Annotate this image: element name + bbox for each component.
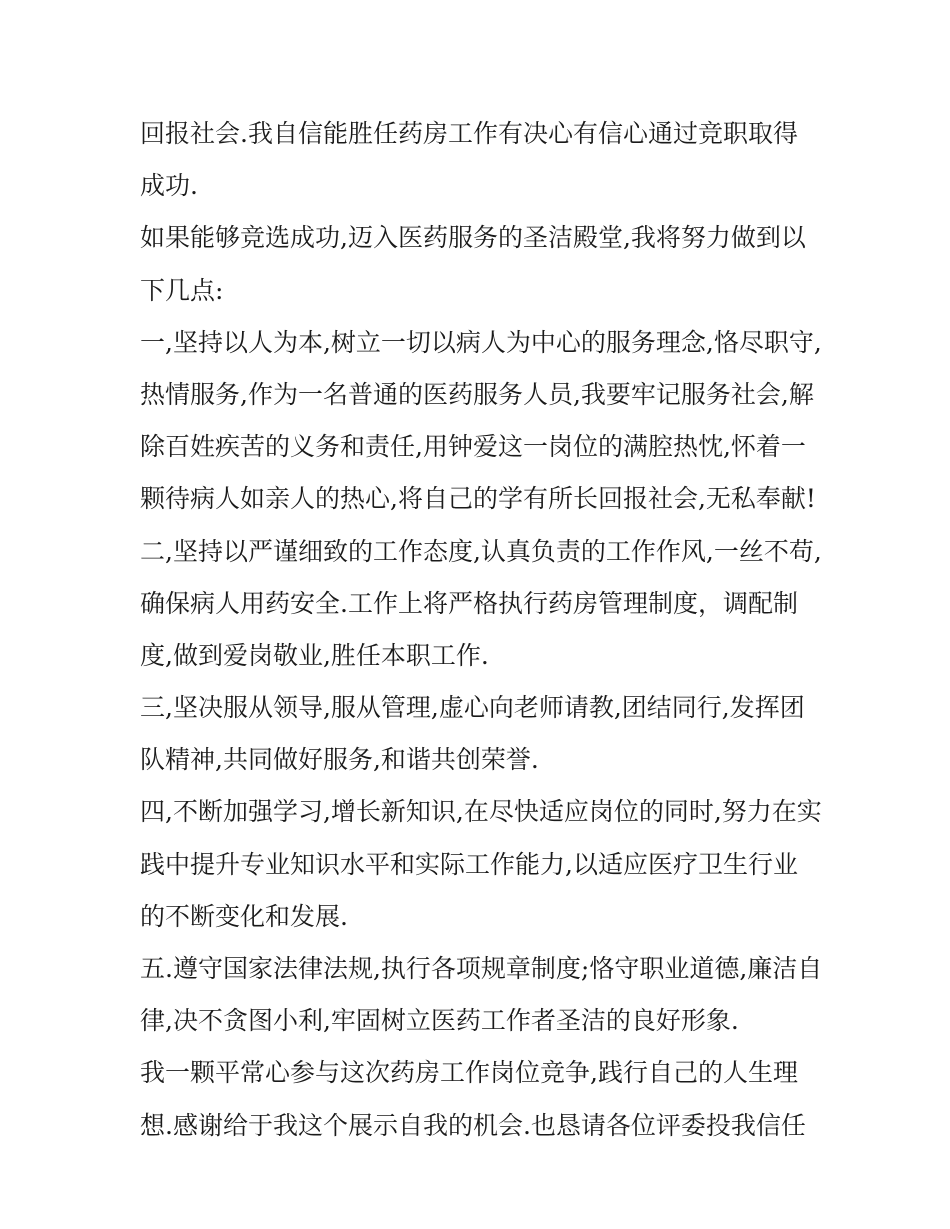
text-line: 热情服务,作为一名普通的医药服务人员,我要牢记服务社会,解	[140, 379, 814, 409]
text-line: 三,坚决服从领导,服从管理,虚心向老师请教,团结同行,发挥团	[140, 693, 805, 723]
text-line: 除百姓疾苦的义务和责任,用钟爱这一岗位的满腔热忱,怀着一	[140, 432, 806, 462]
text-line: 的不断变化和发展.	[140, 901, 348, 931]
text-line: 践中提升专业知识水平和实际工作能力,以适应医疗卫生行业	[140, 849, 798, 879]
text-line: 如果能够竞选成功,迈入医药服务的圣洁殿堂,我将努力做到以	[140, 223, 806, 253]
text-line: 成功.	[140, 171, 198, 201]
text-line: 律,决不贪图小利,牢固树立医药工作者圣洁的良好形象.	[140, 1006, 739, 1036]
document-body	[140, 108, 823, 1152]
text-line: 度,做到爱岗敬业,胜任本职工作.	[140, 640, 489, 670]
text-line: 下几点:	[140, 275, 224, 305]
text-line: 二,坚持以严谨细致的工作态度,认真负责的工作作风,一丝不苟,	[140, 536, 822, 566]
text-line: 颗待病人如亲人的热心,将自己的学有所长回报社会,无私奉献!	[140, 484, 816, 514]
text-line: 队精神,共同做好服务,和谐共创荣誉.	[140, 745, 539, 775]
text-line: 四,不断加强学习,增长新知识,在尽快适应岗位的同时,努力在实	[140, 797, 822, 827]
text-line: 确保病人用药安全.工作上将严格执行药房管理制度，调配制	[140, 588, 798, 618]
text-line: 我一颗平常心参与这次药房工作岗位竞争,践行自己的人生理	[140, 1058, 798, 1088]
text-line: 一,坚持以人为本,树立一切以病人为中心的服务理念,恪尽职守,	[140, 327, 822, 357]
text-line: 五.遵守国家法律法规,执行各项规章制度;恪守职业道德,廉洁自	[140, 954, 823, 983]
text-line: 想.感谢给于我这个展示自我的机会.也恳请各位评委投我信任	[140, 1110, 806, 1140]
text-line: 回报社会.我自信能胜任药房工作有决心有信心通过竞职取得	[140, 119, 798, 148]
